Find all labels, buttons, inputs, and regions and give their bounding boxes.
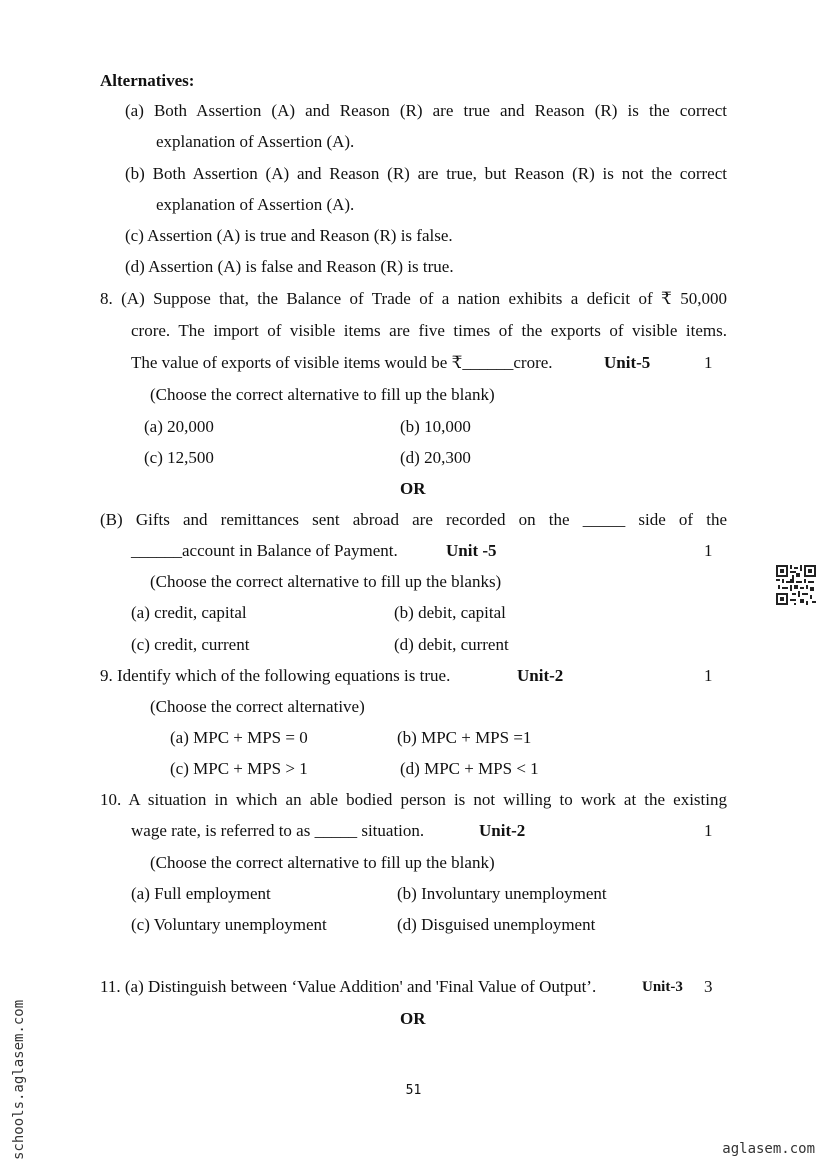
q9-option-a: (a) MPC + MPS = 0	[170, 728, 308, 747]
q11-line1: 11. (a) Distinguish between ‘Value Addition' and 'Final Value of Output’.	[100, 977, 597, 996]
q9-option-b: (b) MPC + MPS =1	[397, 728, 532, 747]
alternatives-heading: Alternatives:	[100, 71, 195, 90]
q8-option-b: (b) 10,000	[400, 417, 471, 436]
q9-instruction: (Choose the correct alternative)	[150, 697, 365, 716]
q10-option-a: (a) Full employment	[131, 884, 271, 903]
alternative-a-line2: explanation of Assertion (A).	[156, 132, 355, 151]
alternative-a-line1: (a) Both Assertion (A) and Reason (R) are true and Reason (R) is the correct	[125, 101, 727, 120]
q10-line2: wage rate, is referred to as _____ situation.	[131, 821, 425, 840]
q10-option-b: (b) Involuntary unemployment	[397, 884, 607, 903]
page-number: 51	[405, 1083, 422, 1098]
q8-line3: The value of exports of visible items would be ₹______crore.	[131, 353, 553, 372]
q10-instruction: (Choose the correct alternative to fill up the blank)	[150, 853, 495, 872]
q8-unit: Unit-5	[604, 353, 651, 372]
q10-option-c: (c) Voluntary unemployment	[131, 915, 327, 934]
q10-option-d: (d) Disguised unemployment	[397, 915, 596, 934]
q8b-option-d: (d) debit, current	[394, 635, 509, 654]
q8b-option-b: (b) debit, capital	[394, 603, 506, 622]
q8-instruction: (Choose the correct alternative to fill up the blank)	[150, 385, 495, 404]
q8b-line1: (B) Gifts and remittances sent abroad are recorded on the _____ side of the	[100, 510, 727, 529]
q9-option-d: (d) MPC + MPS < 1	[400, 759, 539, 778]
alternative-b-line1: (b) Both Assertion (A) and Reason (R) are true, but Reason (R) is not the correct	[125, 164, 727, 183]
alternative-c: (c) Assertion (A) is true and Reason (R) is false.	[125, 226, 453, 245]
q11-or: OR	[400, 1009, 426, 1028]
q8b-option-c: (c) credit, current	[131, 635, 250, 654]
q10-line1: 10. A situation in which an able bodied person is not willing to work at the existing	[100, 790, 727, 809]
q8b-line2: ______account in Balance of Payment.	[131, 541, 398, 560]
q8b-option-a: (a) credit, capital	[131, 603, 247, 622]
watermark-side: schools.aglasem.com	[11, 999, 27, 1160]
q9-unit: Unit-2	[517, 666, 564, 685]
q8-option-a: (a) 20,000	[144, 417, 214, 436]
q9-option-c: (c) MPC + MPS > 1	[170, 759, 308, 778]
q10-unit: Unit-2	[479, 821, 526, 840]
q11-unit: Unit-3	[642, 979, 683, 995]
q8b-unit: Unit -5	[446, 541, 497, 560]
q11-marks: 3	[704, 977, 713, 996]
watermark-right: aglasem.com	[722, 1141, 815, 1157]
alternative-d: (d) Assertion (A) is false and Reason (R) is true.	[125, 257, 454, 276]
q8-line1: 8. (A) Suppose that, the Balance of Trade of a nation exhibits a deficit of ₹ 50,000	[100, 289, 727, 308]
q8b-marks: 1	[704, 541, 713, 560]
q9-line1: 9. Identify which of the following equations is true.	[100, 666, 451, 685]
q9-marks: 1	[704, 666, 713, 685]
q8b-instruction: (Choose the correct alternative to fill up the blanks)	[150, 572, 502, 591]
q8-line2: crore. The import of visible items are five times of the exports of visible items.	[131, 321, 727, 340]
alternative-b-line2: explanation of Assertion (A).	[156, 195, 355, 214]
q8-option-c: (c) 12,500	[144, 448, 214, 467]
q8-or: OR	[400, 479, 426, 498]
q8-marks: 1	[704, 353, 713, 372]
qr-code-icon	[776, 565, 816, 605]
q8-option-d: (d) 20,300	[400, 448, 471, 467]
q10-marks: 1	[704, 821, 713, 840]
